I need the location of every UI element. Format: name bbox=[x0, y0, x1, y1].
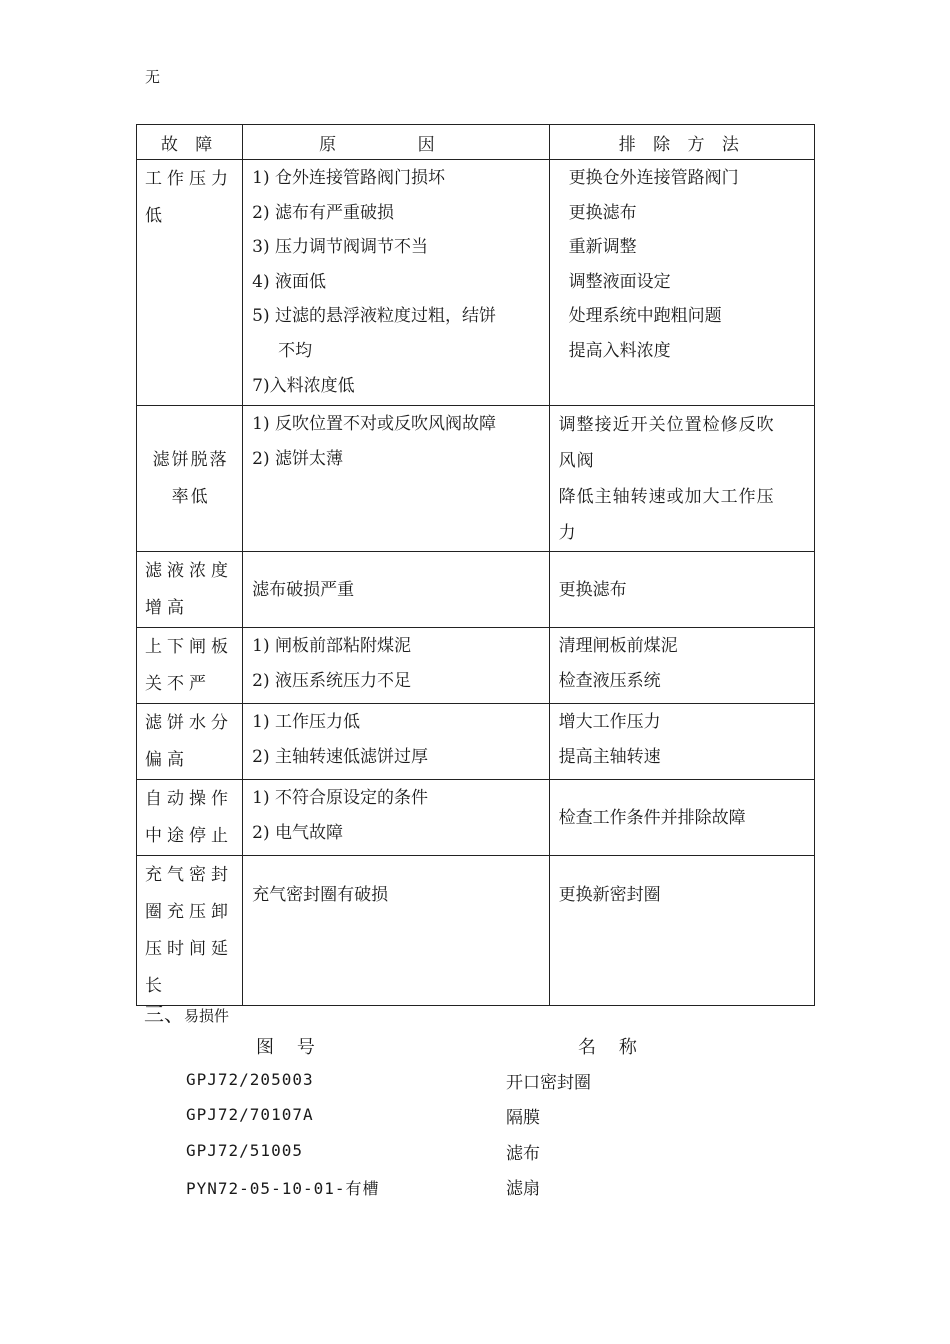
page-header-text: 无 bbox=[145, 68, 161, 86]
cause-line: 2) 主轴转速低滤饼过厚 bbox=[252, 746, 429, 767]
part-name: 隔膜 bbox=[506, 1108, 540, 1128]
fault-text: 压时间延 bbox=[145, 939, 233, 959]
remedy-line: 更换仓外连接管路阀门 bbox=[568, 168, 739, 188]
remedy-line: 处理系统中跑粗问题 bbox=[568, 306, 722, 327]
remedy-line: 增大工作压力 bbox=[558, 712, 661, 732]
part-code: GPJ72/51005 bbox=[186, 1141, 303, 1160]
fault-cell bbox=[137, 628, 243, 704]
parts-header-name: 名 称 bbox=[578, 1037, 637, 1058]
header-fault: 故 障 bbox=[137, 125, 243, 160]
table-row bbox=[137, 704, 815, 780]
cause-line: 2) 液压系统压力不足 bbox=[252, 670, 412, 691]
cause-cell bbox=[243, 704, 549, 780]
cause-line: 7)入料浓度低 bbox=[252, 375, 355, 396]
fault-cell bbox=[137, 160, 243, 406]
table-row bbox=[137, 406, 815, 552]
cause-line: 充气密封圈有破损 bbox=[252, 885, 389, 905]
fault-text: 工作压力 bbox=[145, 169, 233, 189]
table-row bbox=[137, 552, 815, 628]
remedy-cell bbox=[549, 406, 814, 552]
remedy-line: 降低主轴转速或加大工作压 bbox=[558, 487, 775, 507]
table-row bbox=[137, 160, 815, 406]
fault-text: 上下闸板 bbox=[145, 637, 233, 657]
remedy-line: 更换滤布 bbox=[558, 579, 627, 600]
section-number: 三、 bbox=[144, 1002, 184, 1026]
cause-cell bbox=[243, 160, 549, 406]
cause-line: 3) 压力调节阀调节不当 bbox=[252, 237, 429, 258]
cause-line: 5) 过滤的悬浮液粒度过粗，结饼 bbox=[252, 306, 497, 327]
remedy-line: 重新调整 bbox=[568, 237, 637, 258]
table-row bbox=[137, 856, 815, 1006]
part-code: GPJ72/70107A bbox=[186, 1105, 314, 1124]
fault-cell bbox=[137, 856, 243, 1006]
fault-text: 自动操作 bbox=[145, 789, 233, 809]
remedy-cell bbox=[549, 704, 814, 780]
fault-text: 低 bbox=[145, 206, 167, 226]
part-code: PYN72-05-10-01-有槽 bbox=[186, 1179, 380, 1198]
fault-text: 关不严 bbox=[145, 674, 211, 694]
fault-text: 率低 bbox=[171, 487, 210, 507]
fault-table-header bbox=[137, 125, 815, 160]
remedy-line: 提高入料浓度 bbox=[568, 340, 671, 361]
cause-cell bbox=[243, 406, 549, 552]
remedy-line: 清理闸板前煤泥 bbox=[558, 636, 678, 656]
cause-line: 1) 闸板前部粘附煤泥 bbox=[252, 636, 412, 656]
cause-line: 不均 bbox=[278, 340, 313, 361]
fault-text: 充气密封 bbox=[145, 865, 233, 885]
part-code: GPJ72/205003 bbox=[186, 1070, 314, 1089]
fault-cell bbox=[137, 780, 243, 856]
cause-line: 2) 滤饼太薄 bbox=[252, 448, 344, 469]
parts-header-code: 图 号 bbox=[256, 1037, 315, 1058]
remedy-line: 力 bbox=[558, 523, 577, 543]
cause-cell bbox=[243, 856, 549, 1006]
cause-line: 1) 反吹位置不对或反吹风阀故障 bbox=[252, 414, 497, 434]
remedy-cell bbox=[549, 856, 814, 1006]
fault-cell bbox=[137, 704, 243, 780]
header-cause: 原 因 bbox=[243, 125, 549, 160]
remedy-line: 调整液面设定 bbox=[568, 271, 671, 292]
remedy-cell bbox=[549, 552, 814, 628]
fault-text: 偏高 bbox=[145, 750, 189, 770]
section-label: 易损件 bbox=[184, 1007, 230, 1025]
remedy-line: 提高主轴转速 bbox=[558, 746, 661, 767]
table-row bbox=[137, 628, 815, 704]
remedy-line: 风阀 bbox=[558, 451, 595, 471]
cause-line: 1) 仓外连接管路阀门损坏 bbox=[252, 168, 446, 188]
cause-line: 2) 滤布有严重破损 bbox=[252, 202, 395, 223]
fault-text: 增高 bbox=[145, 598, 189, 618]
remedy-line: 检查工作条件并排除故障 bbox=[558, 807, 746, 828]
cause-line: 滤布破损严重 bbox=[252, 579, 355, 600]
fault-table bbox=[136, 124, 815, 1006]
fault-text: 滤饼脱落 bbox=[152, 450, 229, 470]
remedy-cell bbox=[549, 628, 814, 704]
cause-line: 1) 工作压力低 bbox=[252, 712, 361, 732]
cause-cell bbox=[243, 628, 549, 704]
fault-text: 滤液浓度 bbox=[145, 561, 233, 581]
table-row bbox=[137, 780, 815, 856]
part-name: 开口密封圈 bbox=[506, 1073, 591, 1093]
remedy-line: 更换滤布 bbox=[568, 202, 637, 223]
fault-text: 滤饼水分 bbox=[145, 713, 233, 733]
fault-cell bbox=[137, 552, 243, 628]
remedy-cell bbox=[549, 160, 814, 406]
cause-line: 2) 电气故障 bbox=[252, 822, 344, 843]
header-remedy: 排 除 方 法 bbox=[549, 125, 814, 160]
fault-cell bbox=[137, 406, 243, 552]
cause-line: 4) 液面低 bbox=[252, 271, 327, 292]
fault-text: 长 bbox=[145, 976, 167, 996]
fault-text: 圈充压卸 bbox=[145, 902, 233, 922]
fault-text: 中途停止 bbox=[145, 826, 233, 846]
remedy-line: 检查液压系统 bbox=[558, 670, 661, 691]
cause-line: 1) 不符合原设定的条件 bbox=[252, 788, 429, 808]
remedy-line: 更换新密封圈 bbox=[558, 885, 661, 905]
part-name: 滤布 bbox=[506, 1144, 540, 1164]
cause-cell bbox=[243, 552, 549, 628]
remedy-line: 调整接近开关位置检修反吹 bbox=[558, 415, 775, 435]
remedy-cell bbox=[549, 780, 814, 856]
part-name: 滤扇 bbox=[506, 1179, 540, 1199]
cause-cell bbox=[243, 780, 549, 856]
section-title bbox=[144, 998, 229, 1027]
